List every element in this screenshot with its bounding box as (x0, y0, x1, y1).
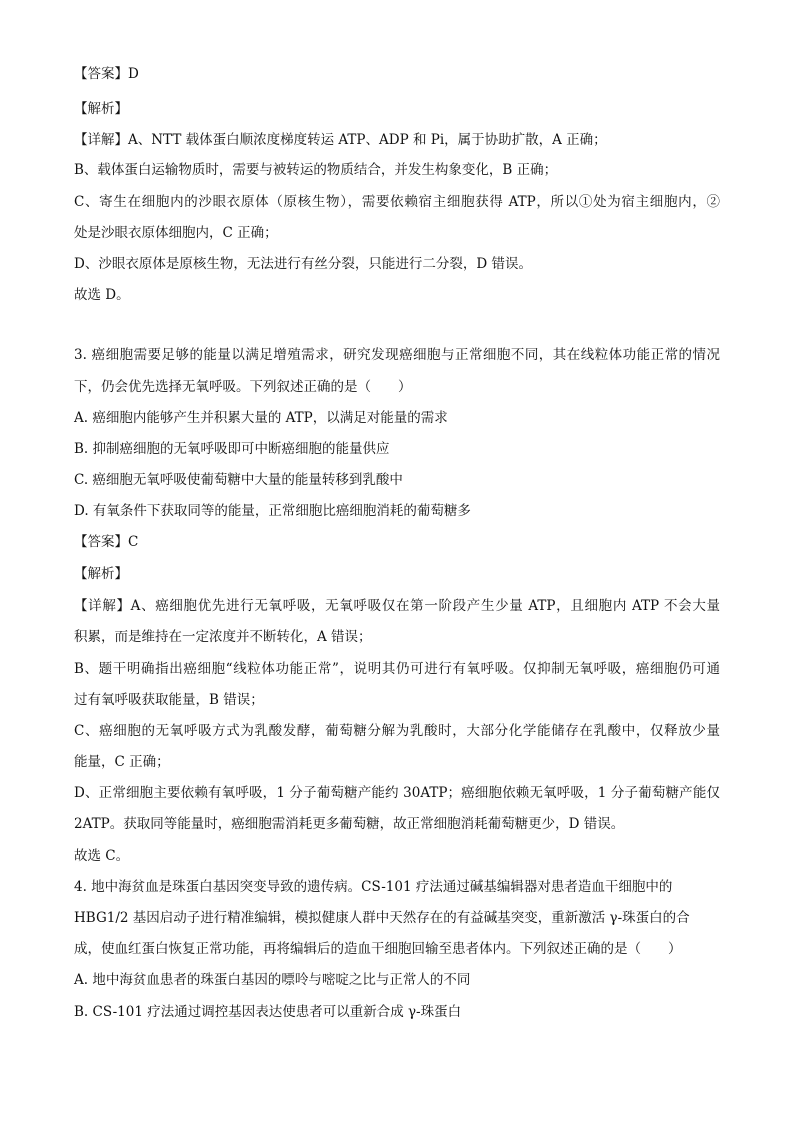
answer-label: 【答案】C (74, 534, 139, 550)
detail-line: 积累，而是维持在一定浓度并不断转化，A 错误； (74, 629, 372, 645)
detail-line: D、沙眼衣原体是原核生物，无法进行有丝分裂，只能进行二分裂，D 错误。 (74, 256, 532, 272)
detail-line: B、载体蛋白运输物质时，需要与被转运的物质结合，并发生构象变化，B 正确； (74, 162, 558, 178)
analysis-label: 【解析】 (74, 101, 128, 117)
detail-line: 处是沙眼衣原体细胞内，C 正确； (74, 225, 278, 241)
option-a: A. 地中海贫血患者的珠蛋白基因的嘌呤与嘧啶之比与正常人的不同 (74, 972, 471, 988)
question-stem: 3. 癌细胞需要足够的能量以满足增殖需求，研究发现癌细胞与正常细胞不同，其在线粒体功能正常的情况 (74, 347, 720, 363)
answer-label: 【答案】D (74, 66, 139, 82)
detail-line: D、正常细胞主要依赖有氧呼吸，1 分子葡萄糖产能约 30ATP；癌细胞依赖无氧呼吸，1 分子葡萄糖产能仅 (74, 785, 720, 801)
question-stem: 4. 地中海贫血是珠蛋白基因突变导致的遗传病。CS-101 疗法通过碱基编辑器对患者造血干细胞中的 (74, 879, 673, 895)
option-c: C. 癌细胞无氧呼吸使葡萄糖中大量的能量转移到乳酸中 (74, 472, 403, 488)
conclusion: 故选 C。 (74, 848, 130, 864)
detail-line: C、癌细胞的无氧呼吸方式为乳酸发酵，葡萄糖分解为乳酸时，大部分化学能储存在乳酸中，仅释放少量 (74, 723, 720, 739)
conclusion: 故选 D。 (74, 287, 130, 303)
detail-line: B、题干明确指出癌细胞“线粒体功能正常”，说明其仍可进行有氧呼吸。仅抑制无氧呼吸，癌细胞仍可通 (74, 661, 720, 677)
option-a: A. 癌细胞内能够产生并积累大量的 ATP，以满足对能量的需求 (74, 410, 448, 426)
option-b: B. 抑制癌细胞的无氧呼吸即可中断癌细胞的能量供应 (74, 441, 390, 457)
detail-line: 能量，C 正确； (74, 754, 170, 770)
option-d: D. 有氧条件下获取同等的能量，正常细胞比癌细胞消耗的葡萄糖多 (74, 503, 471, 519)
analysis-label: 【解析】 (74, 566, 128, 582)
question-stem: 成，使血红蛋白恢复正常功能，再将编辑后的造血干细胞回输至患者体内。下列叙述正确的是（ ） (74, 941, 682, 957)
detail-line: C、寄生在细胞内的沙眼衣原体（原核生物），需要依赖宿主细胞获得 ATP，所以①处为宿主细胞内，② (74, 194, 720, 210)
option-b: B. CS-101 疗法通过调控基因表达使患者可以重新合成 γ-珠蛋白 (74, 1004, 462, 1020)
question-stem: 下，仍会优先选择无氧呼吸。下列叙述正确的是（ ） (74, 379, 412, 395)
detail-line: 2ATP。获取同等能量时，癌细胞需消耗更多葡萄糖，故正常细胞消耗葡萄糖更少，D 错误。 (74, 816, 625, 832)
detail-line: 【详解】A、癌细胞优先进行无氧呼吸，无氧呼吸仅在第一阶段产生少量 ATP，且细胞内 ATP 不会大量 (74, 598, 720, 614)
detail-line: 过有氧呼吸获取能量，B 错误； (74, 692, 264, 708)
question-stem: HBG1/2 基因启动子进行精准编辑，模拟健康人群中天然存在的有益碱基突变，重新激活 γ-珠蛋白的合 (74, 910, 690, 926)
detail-line: 【详解】A、NTT 载体蛋白顺浓度梯度转运 ATP、ADP 和 Pi，属于协助扩散，A 正确； (74, 132, 607, 148)
